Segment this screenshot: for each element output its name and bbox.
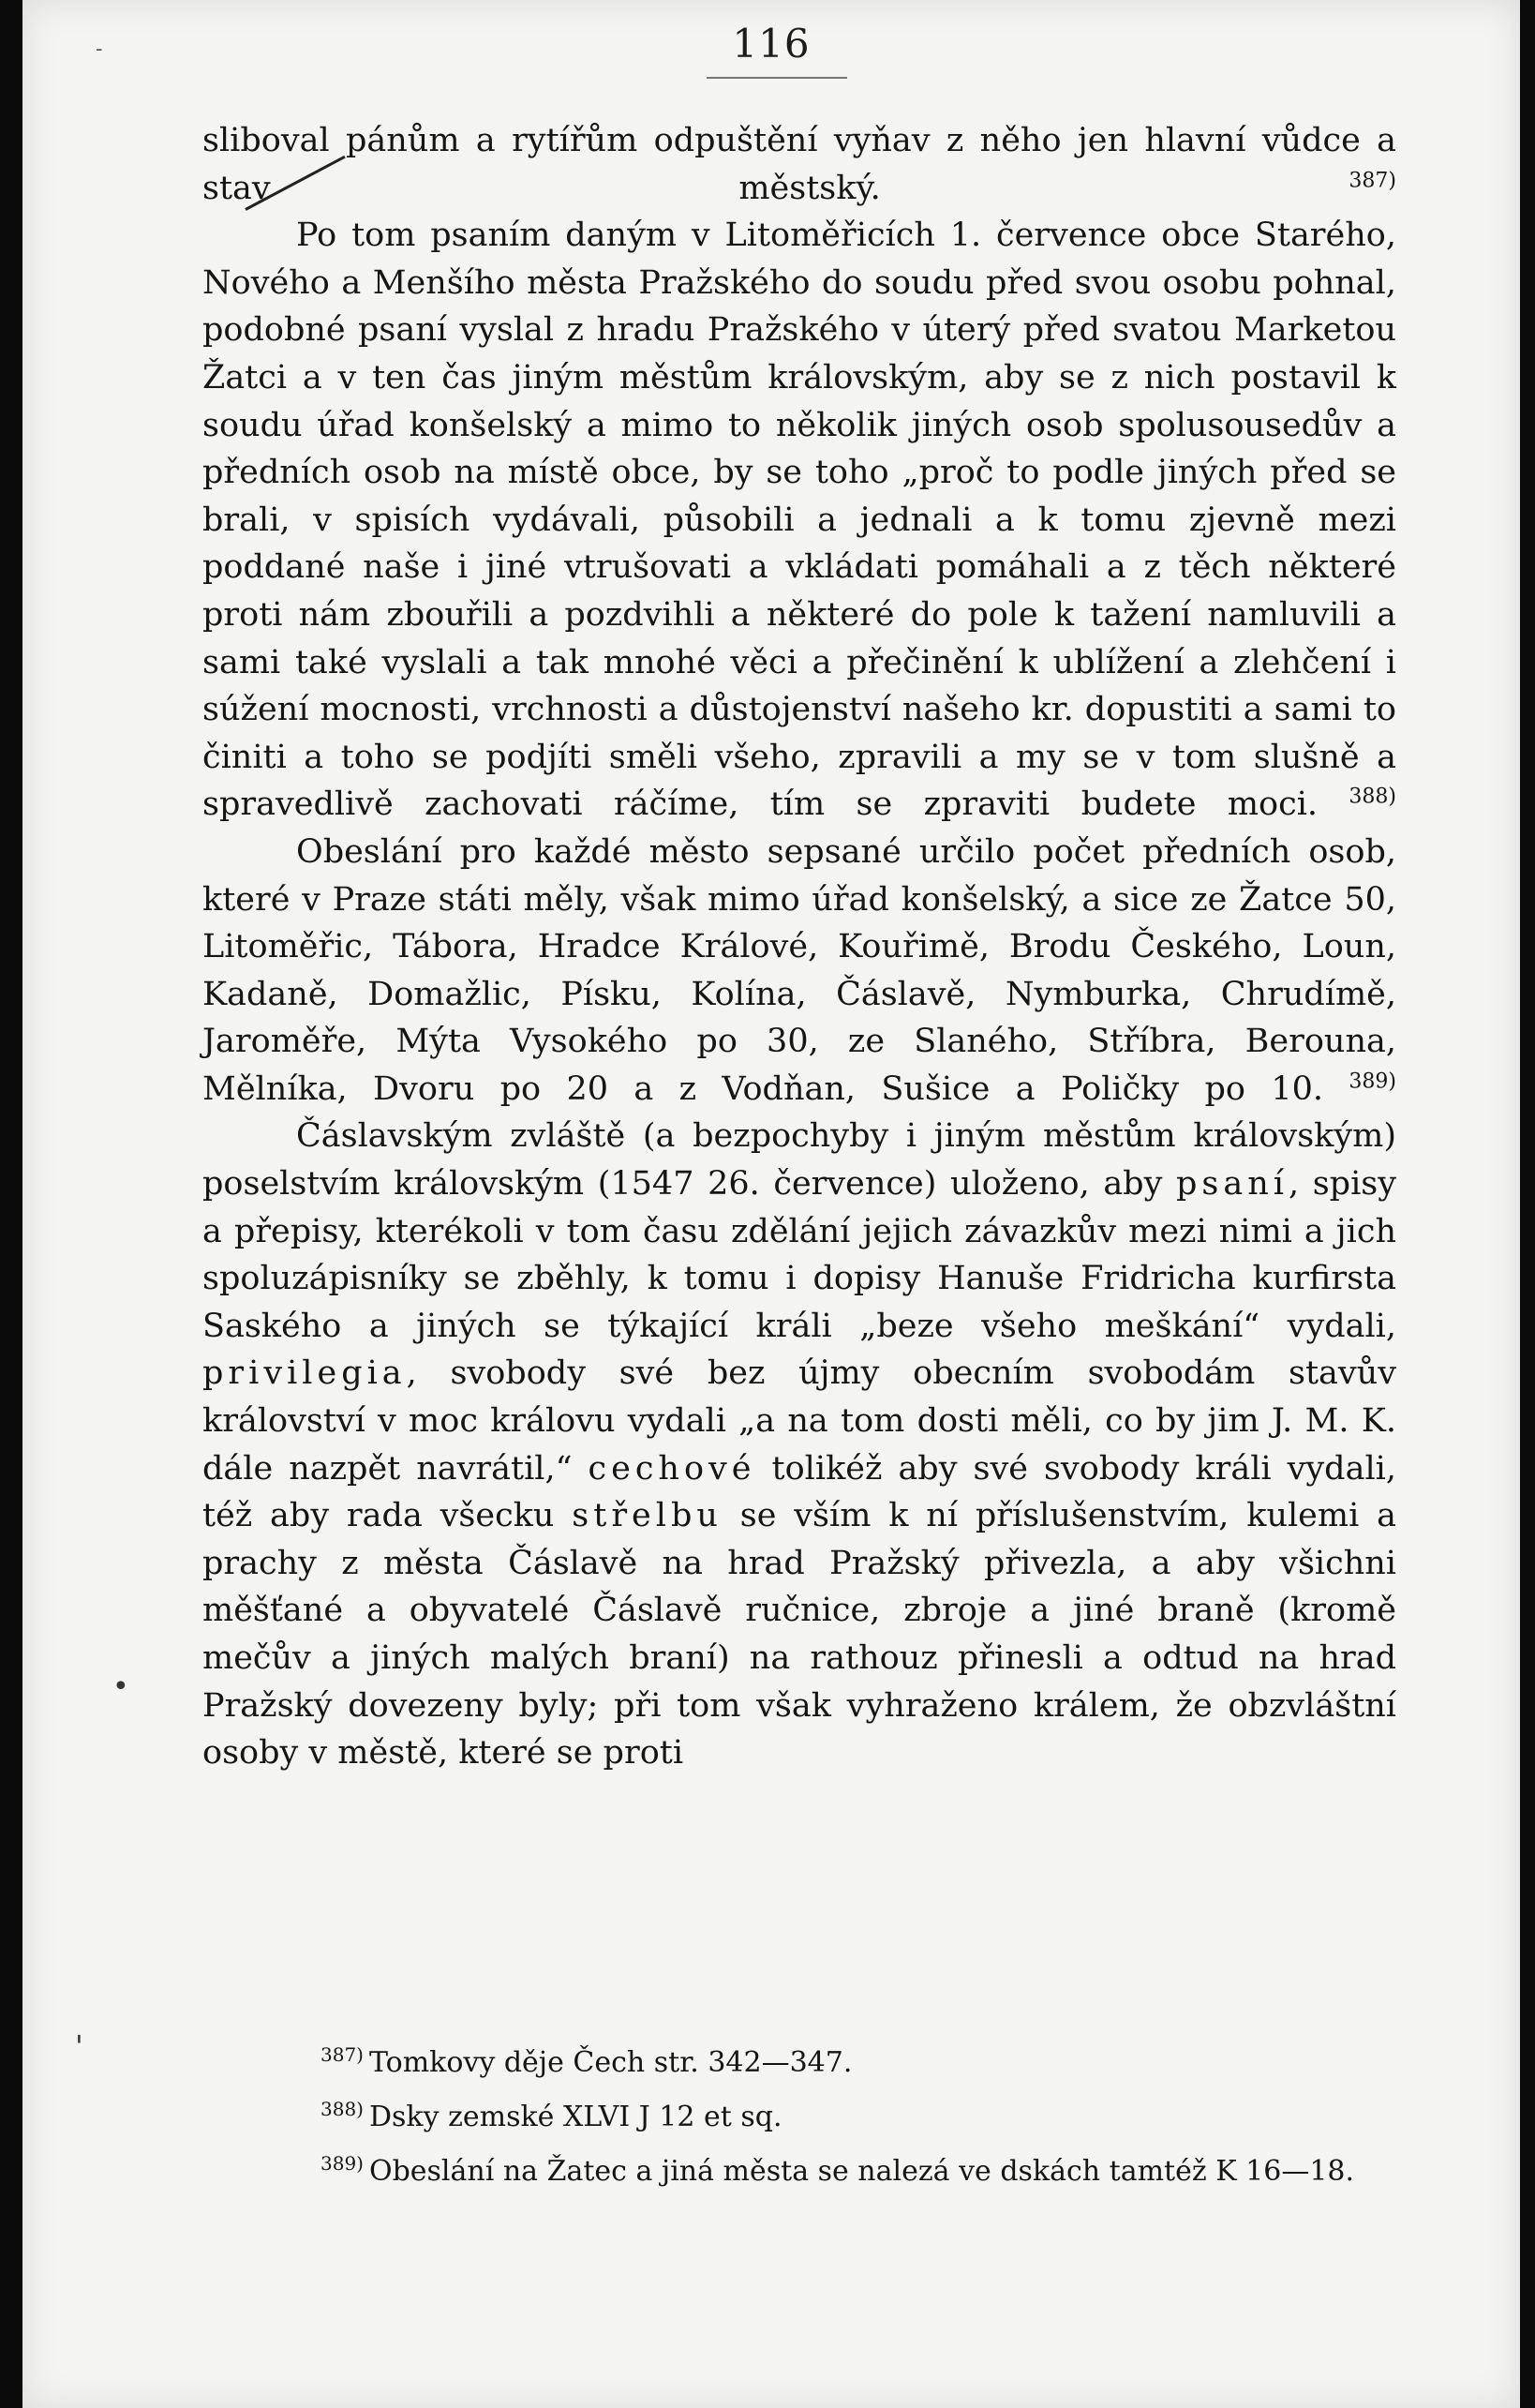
margin-mark: ' [75, 2028, 83, 2064]
footnotes [320, 2036, 1426, 2199]
paragraph-1 [202, 117, 1396, 212]
footnote-389 [320, 2145, 1426, 2199]
footnote-388 [320, 2090, 1426, 2145]
footnote-mark: 389) [320, 2152, 364, 2175]
paragraph-4-part-5: se vším k ní příslušenstvím, kulemi a prachy z města Čáslavě na hrad Pražský přivezla, a aby všichni měšťané a obyvatelé Čáslavě ručnice, zbroje a jiné braně (kromě mečův a jiných malých braní) na rathouz přinesli a odtud na hrad Pražský dovezeny byly; při tom však vyhraženo králem, že obzvláštní osoby v městě, které se proti [202, 1497, 1396, 1772]
margin-dot: • [112, 1670, 129, 1703]
footnote-ref-388: 388) [1349, 785, 1396, 809]
footnote-text: Tomkovy děje Čech str. 342—347. [368, 2046, 853, 2079]
paragraph-4-part-1: Čáslavským zvláště (a bezpochyby i jiným městům královským) poselstvím královským (1547 26. července) uloženo, aby [202, 1117, 1396, 1204]
paragraph-4-part-2: , spisy a přepisy, kterékoli v tom času zdělání jejich závazkův mezi nimi a jich spoluzápisníky se zběhly, k tomu i dopisy Hanuše Fridricha kurfirsta Saského a jiných se týkající králi „beze všeho meškání“ vydali, [202, 1165, 1397, 1345]
page-number: 116 [732, 21, 811, 67]
paragraph-3 [202, 829, 1396, 1114]
emphasis-psani: psaní [1176, 1165, 1289, 1204]
document-page [22, 0, 1520, 2408]
emphasis-strelbu: střelbu [572, 1497, 723, 1535]
footnote-text: Obeslání na Žatec a jiná města se nalezá ve dskách tamtéž K 16—18. [368, 2155, 1355, 2188]
main-text [202, 117, 1396, 1777]
paragraph-4 [202, 1113, 1396, 1776]
paragraph-3-text: Obeslání pro každé město sepsané určilo počet předních osob, které v Praze státi měly, však mimo úřad konšelský, a sice ze Žatce 50, Litoměřic, Tábora, Hradce Králové, Kouřimě, Brodu Českého, Loun, Kadaně, Domažlic, Písku, Kolína, Čáslavě, Nymburka, Chrudímě, Jaroměře, Mýta Vysokého po 30, ze Slaného, Stříbra, Berouna, Mělníka, Dvoru po 20 a z Vodňan, Sušice a Poličky po 10. [202, 832, 1396, 1108]
paragraph-2-text: Po tom psaním daným v Litoměřicích 1. července obce Starého, Nového a Menšího města Pražského do soudu před svou osobu pohnal, podobné psaní vyslal z hradu Pražského v úterý před svatou Marketou Žatci a v ten čas jiným městům královským, aby se z nich postavil k soudu úřad konšelský a mimo to několik jiných osob spolusousedův a předních osob na místě obce, by se toho „proč to podle jiných před se brali, v spisích vydávali, působili a jednali a k tomu zjevně mezi poddané naše i jiné vtrušovati a vkládati pomáhali a z těch některé proti nám zbouřili a pozdvihli a některé do pole k tažení namluvili a sami také vyslali a tak mnohé věci a přečinění k ublížení a zlehčení i súžení mocnosti, vrchnosti a důstojenství našeho kr. dopustiti a sami to činiti a toho se podjíti směli všeho, zpravili a my se v tom slušně a spravedlivě zachovati ráčíme, tím se zpraviti budete moci. [202, 217, 1396, 824]
paragraph-1-text: sliboval pánům a rytířům odpuštění vyňav z něho jen hlavní vůdce a stav městský. [202, 122, 1396, 207]
paragraph-2 [202, 212, 1396, 829]
paragraph-4-part-4: tolikéž aby své svobody králi vydali, též aby rada všecku [202, 1449, 1396, 1535]
paragraph-4-part-3: , svobody své bez újmy obecním svobodám stavův království v moc královu vydali „a na tom dosti měli, co by jim J. M. K. dále nazpět navrátil,“ [202, 1354, 1396, 1488]
emphasis-privilegia: privilegia [202, 1354, 407, 1393]
footnote-387 [320, 2036, 1426, 2090]
footnote-ref-389: 389) [1349, 1069, 1396, 1094]
emphasis-cechove: cechové [588, 1449, 756, 1488]
scan-border [1520, 0, 1535, 2408]
footnote-mark: 387) [320, 2043, 364, 2066]
footnote-mark: 388) [320, 2098, 364, 2120]
footnote-text: Dsky zemské XLVI J 12 et sq. [368, 2101, 782, 2133]
scan-speck: - [96, 37, 103, 61]
footnote-ref-387: 387) [1349, 168, 1396, 192]
header-rule [707, 77, 847, 79]
